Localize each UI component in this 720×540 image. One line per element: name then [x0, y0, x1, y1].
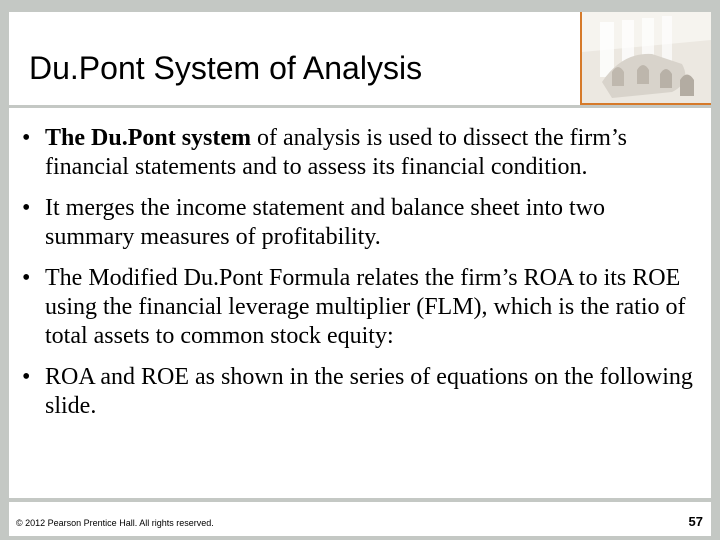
bullet-dot-icon: • [22, 125, 31, 151]
footer-band [9, 502, 711, 536]
conference-room-illustration [582, 12, 711, 103]
bullet-item [9, 124, 711, 182]
bullet-text: of analysis is used to dissect the firm’s financial statements and to assess its financial condition. [45, 125, 627, 180]
slide-body [9, 108, 711, 498]
bullet-dot-icon: • [22, 265, 31, 291]
slide-title: Du.Pont System of Analysis [29, 50, 423, 86]
bullet-text: It merges the income statement and balance sheet into two summary measures of profitability. [45, 195, 606, 250]
bullet-list [9, 124, 711, 433]
bullet-item [9, 194, 711, 252]
bullet-dot-icon: • [22, 195, 31, 221]
copyright-notice: © 2012 Pearson Prentice Hall. All rights reserved. [16, 518, 214, 528]
bullet-text: ROA and ROE as shown in the series of equations on the following slide. [45, 364, 693, 419]
bullet-dot-icon: • [22, 364, 31, 390]
bullet-bold-lead: The Du.Pont system [45, 125, 252, 151]
bullet-text: The Modified Du.Pont Formula relates the firm’s ROA to its ROE using the financial leverage multiplier (FLM), which is the ratio of total assets to common stock equity: [45, 265, 686, 349]
conference-room-photo [580, 12, 711, 105]
bullet-item [9, 264, 711, 351]
page-number: 57 [688, 514, 703, 529]
bullet-item [9, 363, 711, 421]
